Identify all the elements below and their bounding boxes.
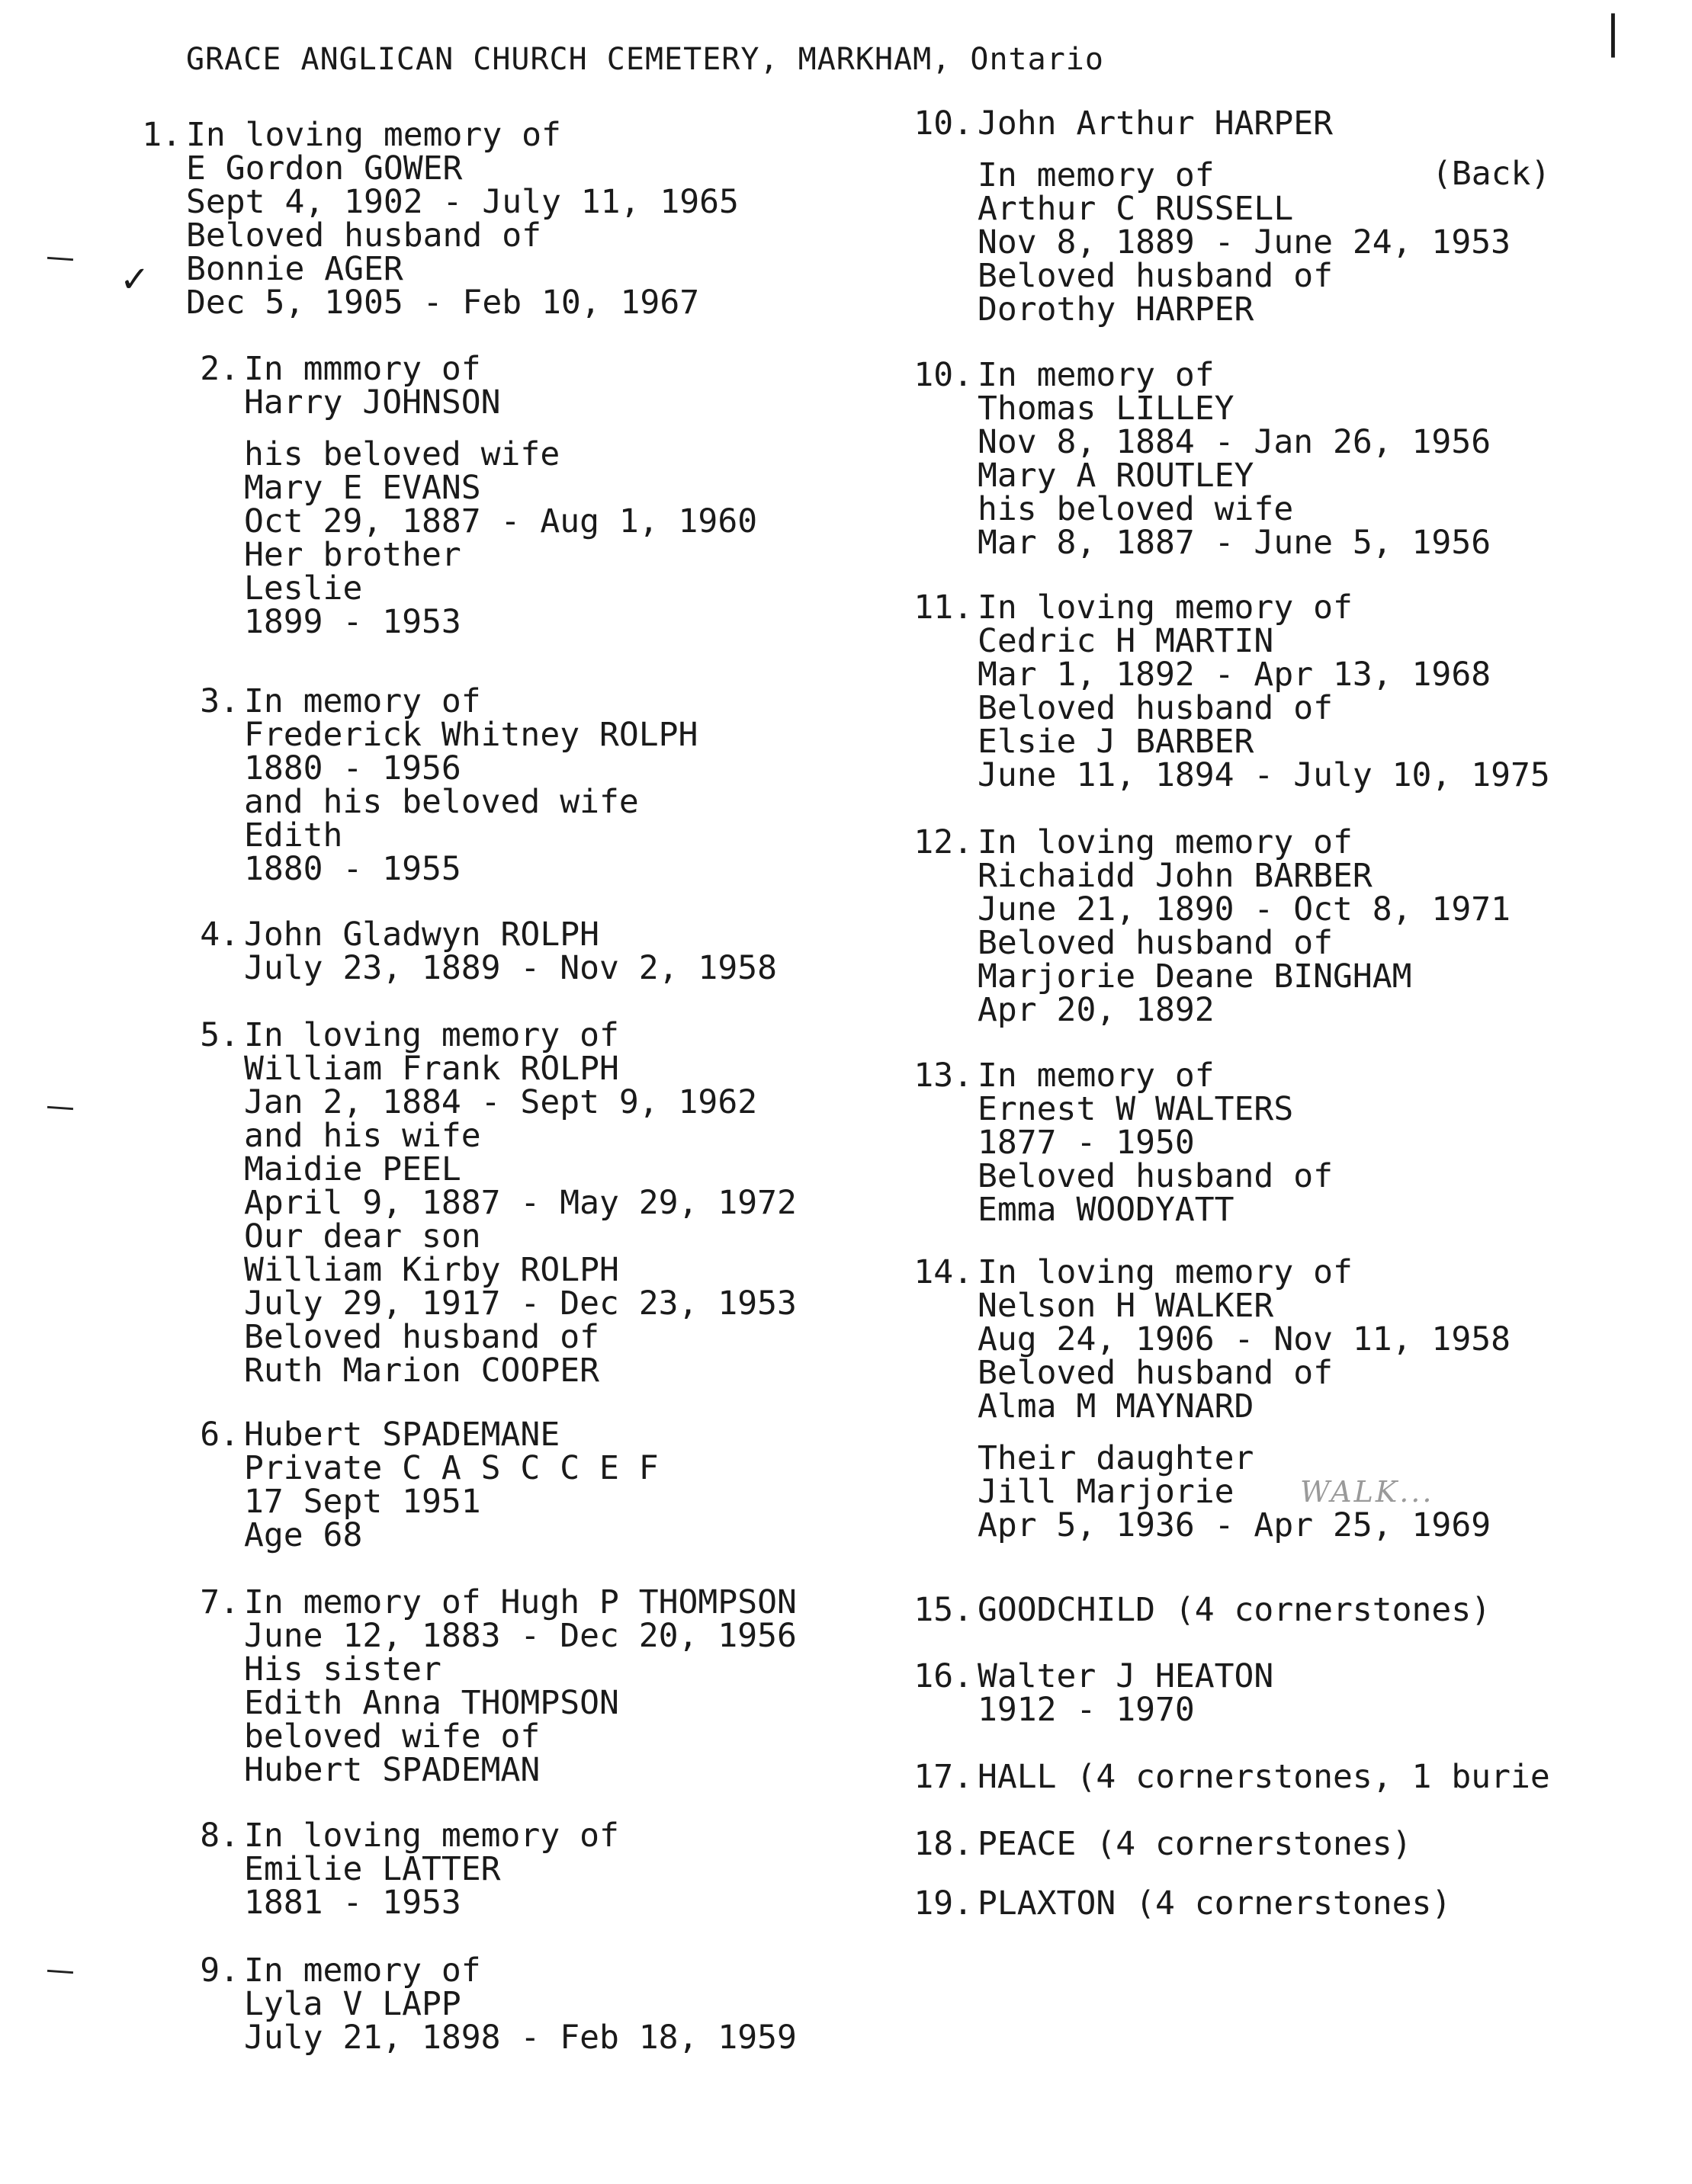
entry-line: Dec 5, 1905 - Feb 10, 1967 bbox=[186, 284, 700, 322]
entry-line: his beloved wife bbox=[244, 435, 560, 473]
entry-line: Lyla V LAPP bbox=[244, 1985, 461, 2023]
entry-2 bbox=[200, 350, 758, 641]
entry-15 bbox=[913, 1591, 1491, 1629]
entry-line: and his beloved wife bbox=[244, 783, 639, 821]
entry-line: In memory of bbox=[978, 356, 1215, 394]
entry-line: Emilie LATTER bbox=[244, 1850, 501, 1888]
entry-number: 5. bbox=[200, 1016, 239, 1054]
entry-5 bbox=[200, 1016, 797, 1390]
entry-line: Arthur C RUSSELL bbox=[978, 190, 1294, 228]
page-number: | bbox=[1600, 6, 1626, 58]
check-mark: ✓ bbox=[122, 254, 147, 302]
entry-line: E Gordon GOWER bbox=[186, 149, 463, 188]
entry-11 bbox=[913, 588, 1550, 794]
entry-line: In loving memory of bbox=[244, 1817, 619, 1855]
entry-3 bbox=[200, 682, 698, 888]
entry-line: Edith Anna THOMPSON bbox=[244, 1684, 619, 1722]
entry-line: April 9, 1887 - May 29, 1972 bbox=[244, 1184, 797, 1222]
entry-12 bbox=[913, 823, 1511, 1029]
entry-line: Beloved husband of bbox=[186, 216, 541, 255]
entry-line: 17 Sept 1951 bbox=[244, 1483, 481, 1521]
entry-line: Ernest W WALTERS bbox=[978, 1090, 1294, 1128]
entry-number: 8. bbox=[200, 1817, 239, 1855]
entry-number: 7. bbox=[200, 1583, 239, 1621]
entry-line: Richaidd John BARBER bbox=[978, 857, 1373, 895]
entry-line: Beloved husband of bbox=[978, 924, 1333, 962]
entry-line: In memory of Hugh P THOMPSON bbox=[244, 1583, 797, 1621]
entry-line: Beloved husband of bbox=[244, 1318, 599, 1356]
entry-line: HALL (4 cornerstones, 1 burie bbox=[978, 1758, 1550, 1796]
entry-line: Alma M MAYNARD bbox=[978, 1387, 1254, 1426]
entry-number: 12. bbox=[913, 823, 973, 861]
entry-10-lilley bbox=[913, 356, 1491, 562]
entry-17 bbox=[913, 1758, 1550, 1796]
entry-1 bbox=[142, 116, 739, 322]
entry-line: William Frank ROLPH bbox=[244, 1050, 619, 1088]
entry-line: Dorothy HARPER bbox=[978, 290, 1254, 329]
entry-9 bbox=[200, 1951, 797, 2057]
entry-6 bbox=[200, 1416, 659, 1554]
entry-line: John Gladwyn ROLPH bbox=[244, 916, 599, 954]
entry-line: Edith bbox=[244, 816, 343, 855]
entry-13 bbox=[913, 1057, 1333, 1229]
entry-line: In memory of bbox=[978, 1057, 1215, 1095]
entry-line: June 12, 1883 - Dec 20, 1956 bbox=[244, 1617, 797, 1655]
entry-line: Beloved husband of bbox=[978, 257, 1333, 295]
entry-number: 19. bbox=[913, 1884, 973, 1923]
entry-line: Age 68 bbox=[244, 1516, 363, 1554]
entry-line: In loving memory of bbox=[978, 823, 1353, 861]
entry-line: 1881 - 1953 bbox=[244, 1884, 461, 1922]
entry-line: and his wife bbox=[244, 1117, 481, 1155]
entry-7 bbox=[200, 1583, 797, 1789]
entry-line: GOODCHILD (4 cornerstones) bbox=[978, 1591, 1491, 1629]
back-note: (Back) bbox=[1432, 155, 1551, 193]
entry-line: Aug 24, 1906 - Nov 11, 1958 bbox=[978, 1320, 1511, 1358]
entry-line: Thomas LILLEY bbox=[978, 390, 1234, 428]
entry-number: 4. bbox=[200, 916, 239, 954]
entry-line: Hubert SPADEMAN bbox=[244, 1751, 541, 1789]
entry-line: Harry JOHNSON bbox=[244, 383, 501, 422]
entry-number: 14. bbox=[913, 1253, 973, 1291]
entry-line: Oct 29, 1887 - Aug 1, 1960 bbox=[244, 502, 758, 540]
entry-line: PLAXTON (4 cornerstones) bbox=[978, 1884, 1452, 1923]
entry-number: 17. bbox=[913, 1758, 973, 1796]
entry-number: 2. bbox=[200, 350, 239, 388]
entry-number: 10. bbox=[913, 104, 973, 143]
entry-line: Sept 4, 1902 - July 11, 1965 bbox=[186, 183, 739, 221]
entry-line: Marjorie Deane BINGHAM bbox=[978, 957, 1412, 996]
entry-line: Mar 1, 1892 - Apr 13, 1968 bbox=[978, 656, 1491, 694]
margin-dash-3 bbox=[47, 1970, 73, 1974]
entry-line: Bonnie AGER bbox=[186, 250, 403, 288]
entry-line: Cedric H MARTIN bbox=[978, 622, 1274, 660]
entry-line: His sister bbox=[244, 1650, 441, 1689]
entry-line: In mmmory of bbox=[244, 350, 481, 388]
entry-number: 1. bbox=[142, 116, 181, 154]
entry-line: Mar 8, 1887 - June 5, 1956 bbox=[978, 524, 1491, 562]
entry-line: Jill Marjorie bbox=[978, 1473, 1234, 1511]
entry-line: John Arthur HARPER bbox=[978, 104, 1333, 143]
entry-line: Nov 8, 1889 - June 24, 1953 bbox=[978, 223, 1511, 261]
entry-line: PEACE (4 cornerstones) bbox=[978, 1825, 1412, 1863]
entry-8 bbox=[200, 1817, 619, 1922]
entry-line: Apr 20, 1892 bbox=[978, 991, 1215, 1029]
entry-number: 3. bbox=[200, 682, 239, 720]
entry-line: Their daughter bbox=[978, 1439, 1254, 1477]
entry-line: 1877 - 1950 bbox=[978, 1124, 1195, 1162]
entry-line: Nelson H WALKER bbox=[978, 1287, 1274, 1325]
entry-line: July 23, 1889 - Nov 2, 1958 bbox=[244, 949, 777, 987]
entry-number: 9. bbox=[200, 1951, 239, 1990]
entry-line: Leslie bbox=[244, 569, 363, 608]
entry-10-harper bbox=[913, 104, 1511, 329]
entry-line: Jan 2, 1884 - Sept 9, 1962 bbox=[244, 1083, 758, 1121]
pencil-annotation: WALK... bbox=[1300, 1475, 1434, 1509]
entry-line: Beloved husband of bbox=[978, 689, 1333, 727]
entry-line: Mary E EVANS bbox=[244, 469, 481, 507]
entry-16 bbox=[913, 1657, 1274, 1729]
document-header: GRACE ANGLICAN CHURCH CEMETERY, MARKHAM, Ontario bbox=[186, 42, 1104, 77]
entry-line: In loving memory of bbox=[978, 588, 1353, 627]
entry-line: William Kirby ROLPH bbox=[244, 1251, 619, 1289]
entry-line: June 11, 1894 - July 10, 1975 bbox=[978, 756, 1550, 794]
entry-line: Her brother bbox=[244, 536, 461, 574]
entry-line: Mary A ROUTLEY bbox=[978, 457, 1254, 495]
entry-line: July 29, 1917 - Dec 23, 1953 bbox=[244, 1284, 797, 1323]
entry-line: In memory of bbox=[244, 682, 481, 720]
entry-line: June 21, 1890 - Oct 8, 1971 bbox=[978, 890, 1511, 928]
entry-line: July 21, 1898 - Feb 18, 1959 bbox=[244, 2019, 797, 2057]
entry-line: Frederick Whitney ROLPH bbox=[244, 716, 698, 754]
entry-line: 1912 - 1970 bbox=[978, 1691, 1195, 1729]
entry-line: his beloved wife bbox=[978, 490, 1294, 528]
entry-number: 18. bbox=[913, 1825, 973, 1863]
entry-number: 11. bbox=[913, 588, 973, 627]
entry-line: Beloved husband of bbox=[978, 1157, 1333, 1195]
entry-4 bbox=[200, 916, 777, 987]
entry-14 bbox=[913, 1253, 1511, 1544]
entry-line: Apr 5, 1936 - Apr 25, 1969 bbox=[978, 1506, 1491, 1544]
entry-line: Walter J HEATON bbox=[978, 1657, 1274, 1695]
entry-line: Private C A S C C E F bbox=[244, 1449, 659, 1487]
entry-line: Ruth Marion COOPER bbox=[244, 1352, 599, 1390]
entry-line: 1880 - 1956 bbox=[244, 749, 461, 787]
entry-number: 15. bbox=[913, 1591, 973, 1629]
entry-line: In loving memory of bbox=[978, 1253, 1353, 1291]
entry-number: 6. bbox=[200, 1416, 239, 1454]
entry-line: In loving memory of bbox=[244, 1016, 619, 1054]
entry-line: Our dear son bbox=[244, 1217, 481, 1256]
entry-number: 13. bbox=[913, 1057, 973, 1095]
entry-line: beloved wife of bbox=[244, 1717, 541, 1756]
margin-dash-1 bbox=[47, 257, 73, 261]
entry-line: Emma WOODYATT bbox=[978, 1191, 1234, 1229]
entry-number: 16. bbox=[913, 1657, 973, 1695]
entry-line: In memory of bbox=[978, 156, 1215, 194]
entry-line: Maidie PEEL bbox=[244, 1150, 461, 1188]
entry-line: 1880 - 1955 bbox=[244, 850, 461, 888]
entry-line: Elsie J BARBER bbox=[978, 723, 1254, 761]
entry-line: Nov 8, 1884 - Jan 26, 1956 bbox=[978, 423, 1491, 461]
entry-19 bbox=[913, 1884, 1452, 1923]
entry-number: 10. bbox=[913, 356, 973, 394]
entry-line: In memory of bbox=[244, 1951, 481, 1990]
entry-18 bbox=[913, 1825, 1412, 1863]
entry-line: Hubert SPADEMANE bbox=[244, 1416, 560, 1454]
entry-line: In loving memory of bbox=[186, 116, 561, 154]
margin-dash-2 bbox=[47, 1106, 73, 1110]
entry-line: 1899 - 1953 bbox=[244, 603, 461, 641]
entry-line: Beloved husband of bbox=[978, 1354, 1333, 1392]
